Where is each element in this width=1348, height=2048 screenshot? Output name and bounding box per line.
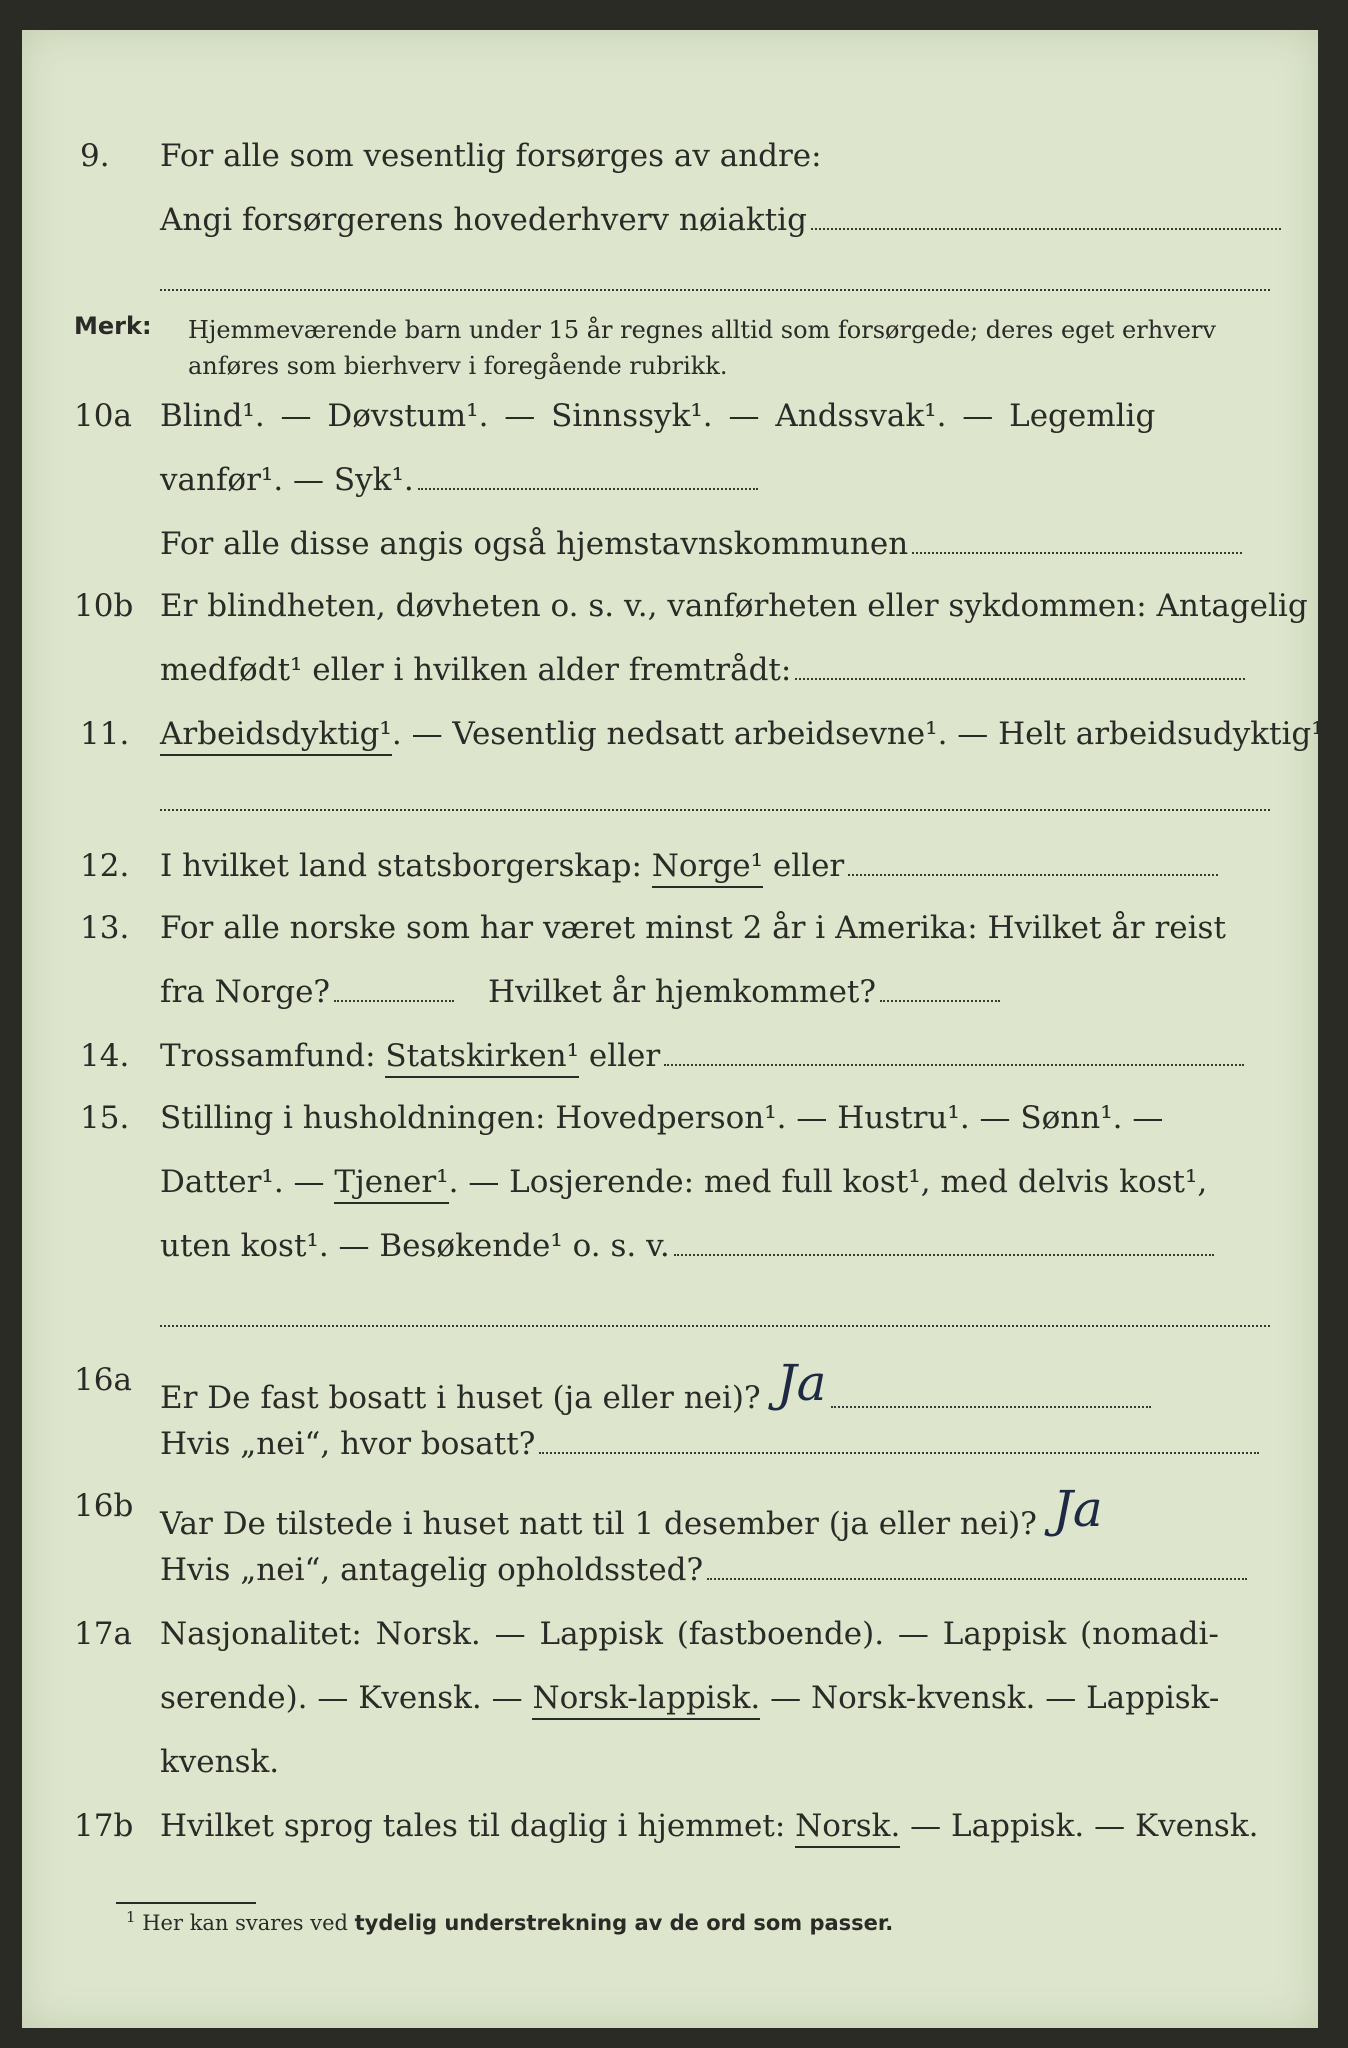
q12-eller: eller bbox=[772, 848, 845, 884]
q12-label: I hvilket land statsborgerskap: bbox=[160, 848, 642, 884]
q10a-vanfor-text: vanfør¹. — Syk¹. bbox=[160, 462, 414, 498]
q15-besokende-options[interactable]: uten kost¹. — Besøkende¹ o. s. v. bbox=[160, 1228, 670, 1264]
q17b-question: Hvilket sprog tales til daglig i hjemmet: bbox=[160, 1808, 786, 1844]
footnote-rule bbox=[116, 1902, 256, 1904]
q17a-norsk-kvensk-option[interactable]: — Norsk-kvensk. — Lappisk- bbox=[770, 1680, 1220, 1716]
q14-eller: eller bbox=[588, 1038, 661, 1074]
q17b-norsk-option[interactable]: Norsk. bbox=[795, 1808, 900, 1848]
q10a-hjemstavn-label: For alle disse angis også hjemstavnskommunen bbox=[160, 526, 909, 562]
q17a-number: 17a bbox=[74, 1616, 132, 1652]
q17a-norsk-lappisk-option[interactable]: Norsk-lappisk. bbox=[532, 1680, 760, 1720]
q15-answer-line[interactable] bbox=[674, 1253, 1214, 1256]
q15-answer-line-2[interactable] bbox=[160, 1324, 1270, 1327]
merk-text: Hjemmeværende barn under 15 år regnes alltid som forsørgede; deres eget erhverv anføres som bierhverv i foregående rubrikk. bbox=[188, 316, 1216, 380]
q10a-number: 10a bbox=[74, 398, 132, 434]
q9-answer-line[interactable] bbox=[811, 227, 1281, 230]
q16a-number: 16a bbox=[74, 1362, 132, 1398]
q11-answer-line[interactable] bbox=[160, 808, 1270, 811]
q10a-answer-line[interactable] bbox=[418, 487, 758, 490]
census-form-page bbox=[22, 30, 1334, 2028]
q9-hovederhverv-label: Angi forsørgerens hovederhverv nøiaktig bbox=[160, 202, 807, 238]
q17a-text: Nasjonalitet: Norsk. — Lappisk (fastboende). — Lappisk (nomadi- bbox=[160, 1616, 1219, 1652]
q14-label: Trossamfund: bbox=[160, 1038, 376, 1074]
q15-tjener-option[interactable]: Tjener¹ bbox=[334, 1164, 448, 1204]
q15-number: 15. bbox=[80, 1100, 130, 1136]
q17b-other-options[interactable]: — Lappisk. — Kvensk. bbox=[910, 1808, 1259, 1844]
q10b-answer-line[interactable] bbox=[795, 677, 1245, 680]
q13-number: 13. bbox=[80, 910, 130, 946]
q13-hjemkommet-line[interactable] bbox=[880, 999, 1000, 1002]
footnote-bold-text: tydelig understrekning av de ord som passer. bbox=[354, 1911, 894, 1935]
q16a-question: Er De fast bosatt i huset (ja eller nei)? bbox=[160, 1380, 761, 1416]
q16b-answer-line[interactable] bbox=[707, 1577, 1247, 1580]
q16b-question: Var De tilstede i huset natt til 1 desember (ja eller nei)? bbox=[160, 1506, 1037, 1542]
q11-other-options[interactable]: . — Vesentlig nedsatt arbeidsevne¹. — Helt arbeidsudyktig¹. bbox=[391, 716, 1334, 752]
q17a-kvensk-option[interactable]: serende). — Kvensk. — bbox=[160, 1680, 523, 1716]
q10b-number: 10b bbox=[74, 588, 134, 624]
q16a-hvor-label: Hvis „nei“, hvor bosatt? bbox=[160, 1426, 536, 1462]
q12-number: 12. bbox=[80, 848, 130, 884]
q16b-opholdssted-label: Hvis „nei“, antagelig opholdssted? bbox=[160, 1552, 704, 1588]
q11-number: 11. bbox=[80, 716, 130, 752]
q15-losjerende-options[interactable]: . — Losjerende: med full kost¹, med delvis kost¹, bbox=[448, 1164, 1208, 1200]
q17a-lappisk-kvensk-option[interactable]: kvensk. bbox=[160, 1744, 280, 1780]
q16a-hvor-line[interactable] bbox=[539, 1451, 1259, 1454]
footnote bbox=[126, 1908, 893, 1935]
q12-norge-option[interactable]: Norge¹ bbox=[652, 848, 763, 888]
q9-number: 9. bbox=[80, 138, 110, 174]
q12-answer-line[interactable] bbox=[848, 873, 1218, 876]
q10a-hjemstavn-line[interactable] bbox=[912, 551, 1242, 554]
q14-statskirken-option[interactable]: Statskirken¹ bbox=[385, 1038, 579, 1078]
q16a-answer-line[interactable] bbox=[831, 1405, 1151, 1408]
q13-reist-line[interactable] bbox=[334, 999, 454, 1002]
q16b-number: 16b bbox=[74, 1488, 134, 1524]
q17b-number: 17b bbox=[74, 1808, 134, 1844]
q9-answer-line-2[interactable] bbox=[160, 288, 1270, 291]
q13-text: For alle norske som har været minst 2 år i Amerika: Hvilket år reist bbox=[160, 910, 1226, 946]
q15-text: Stilling i husholdningen: Hovedperson¹. — Hustru¹. — Sønn¹. — bbox=[160, 1100, 1164, 1136]
q16b-handwritten-answer: Ja bbox=[1052, 1480, 1103, 1538]
q10b-text: Er blindheten, døvheten o. s. v., vanførheten eller sykdommen: Antagelig bbox=[160, 588, 1308, 624]
footnote-text: Her kan svares ved bbox=[142, 1911, 348, 1935]
q10a-text: Blind¹. — Døvstum¹. — Sinnssyk¹. — Andssvak¹. — Legemlig bbox=[160, 398, 1156, 434]
q14-number: 14. bbox=[80, 1038, 130, 1074]
q10b-medfodt-label: medfødt¹ eller i hvilken alder fremtrådt: bbox=[160, 652, 792, 688]
merk-label: Merk: bbox=[74, 312, 152, 340]
q9-text: For alle som vesentlig forsørges av andre: bbox=[160, 138, 822, 174]
q13-reist-label: fra Norge? bbox=[160, 974, 331, 1010]
q15-datter-option[interactable]: Datter¹. — bbox=[160, 1164, 325, 1200]
q13-hjemkommet-label: Hvilket år hjemkommet? bbox=[488, 974, 877, 1010]
q11-arbeidsdyktig-option[interactable]: Arbeidsdyktig¹ bbox=[160, 716, 392, 756]
q14-answer-line[interactable] bbox=[664, 1063, 1244, 1066]
q16a-handwritten-answer: Ja bbox=[776, 1354, 827, 1412]
footnote-marker: 1 bbox=[126, 1908, 136, 1926]
